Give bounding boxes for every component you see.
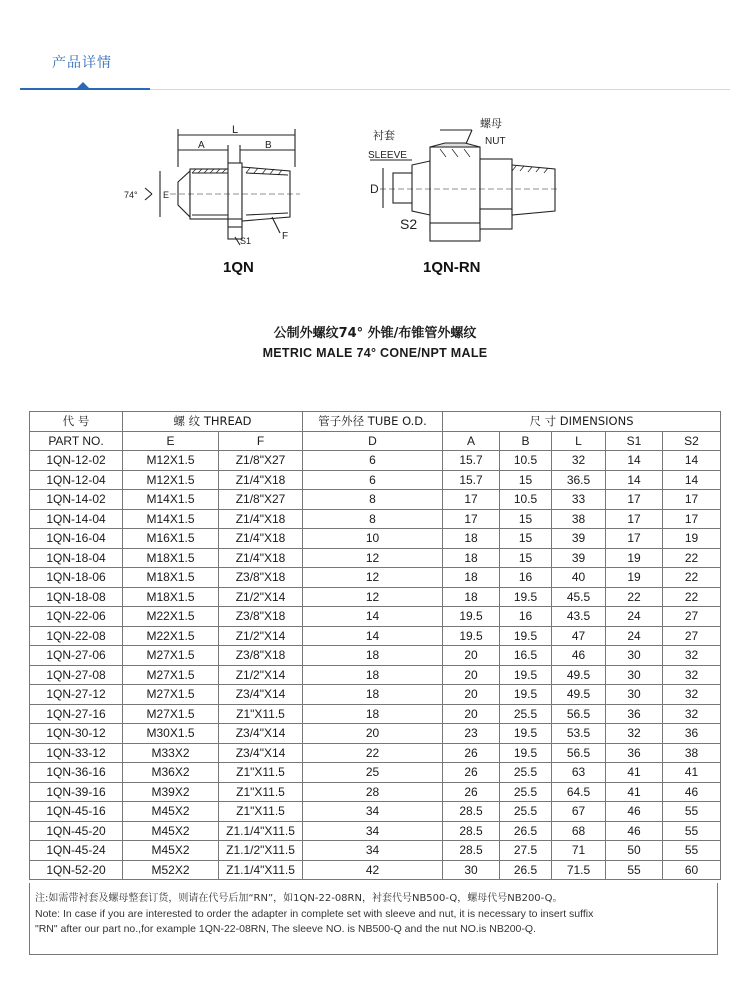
cell-part-no: 1QN-36-16 [30,763,123,783]
table-row [30,451,721,471]
cell-dim-s2: 14 [663,451,721,471]
label-S2: S2 [400,216,418,232]
cell-tube-od: 25 [303,763,443,783]
cell-dim-s2: 38 [663,743,721,763]
cell-thread-e: M27X1.5 [123,646,219,666]
label-B: B [265,140,272,151]
cell-thread-e: M16X1.5 [123,529,219,549]
cell-tube-od: 18 [303,665,443,685]
cell-tube-od: 12 [303,587,443,607]
cell-thread-f: Z1"X11.5 [219,782,303,802]
header-s2: S2 [663,431,721,451]
cell-dim-s2: 32 [663,704,721,724]
header-tube: 管子外径 TUBE O.D. [303,412,443,432]
cell-dim-l: 40 [552,568,606,588]
cell-dim-s1: 17 [606,490,663,510]
table-row [30,763,721,783]
cell-tube-od: 6 [303,470,443,490]
cell-tube-od: 14 [303,626,443,646]
label-sleeve-en: SLEEVE [368,150,407,161]
table-row [30,724,721,744]
cell-dim-b: 25.5 [500,802,552,822]
cell-tube-od: 18 [303,685,443,705]
cell-part-no: 1QN-27-16 [30,704,123,724]
cell-dim-b: 16 [500,568,552,588]
spec-table [29,411,721,880]
cell-dim-s1: 32 [606,724,663,744]
cell-dim-b: 27.5 [500,841,552,861]
note-chinese: 注:如需带衬套及螺母整套订货，则请在代号后加“RN”，如1QN-22-08RN，衬套代号NB500-Q，螺母代号NB200-Q。 [35,893,563,904]
cell-thread-e: M45X2 [123,802,219,822]
table-row [30,490,721,510]
cell-dim-a: 19.5 [443,626,500,646]
cell-part-no: 1QN-18-08 [30,587,123,607]
cell-tube-od: 14 [303,607,443,627]
note-english-line-1: Note: In case if you are interested to order the adapter in complete set with sleeve and nut, it is necessary to insert suffix [35,907,594,920]
cell-dim-l: 36.5 [552,470,606,490]
cell-dim-l: 67 [552,802,606,822]
cell-dim-b: 19.5 [500,626,552,646]
cell-thread-e: M45X2 [123,821,219,841]
subtitle-english: METRIC MALE 74° CONE/NPT MALE [262,346,488,360]
cell-dim-l: 32 [552,451,606,471]
cell-thread-e: M52X2 [123,860,219,880]
cell-thread-e: M12X1.5 [123,451,219,471]
cell-dim-l: 43.5 [552,607,606,627]
cell-dim-s2: 22 [663,587,721,607]
cell-dim-a: 26 [443,782,500,802]
cell-dim-l: 39 [552,529,606,549]
table-row [30,782,721,802]
cell-dim-a: 20 [443,646,500,666]
table-row [30,743,721,763]
cell-dim-s2: 36 [663,724,721,744]
cell-thread-e: M33X2 [123,743,219,763]
table-row [30,802,721,822]
cell-part-no: 1QN-45-16 [30,802,123,822]
cell-dim-s2: 32 [663,646,721,666]
cell-dim-a: 28.5 [443,841,500,861]
cell-dim-s2: 32 [663,685,721,705]
cell-dim-b: 15 [500,470,552,490]
cell-thread-f: Z1/4"X18 [219,470,303,490]
section-title: 产品详情 [52,55,112,71]
cell-part-no: 1QN-14-04 [30,509,123,529]
cell-thread-f: Z1/8"X27 [219,451,303,471]
header-dimensions: 尺 寸 DIMENSIONS [443,412,721,432]
cell-dim-b: 19.5 [500,743,552,763]
cell-dim-b: 25.5 [500,763,552,783]
order-note [29,883,718,955]
cell-thread-f: Z1/2"X14 [219,626,303,646]
note-english-line-2: "RN" after our part no.,for example 1QN-22-08RN, The sleeve NO. is NB500-Q and the nut NO.is NB200-Q. [35,923,536,935]
diagram-1qn [145,129,300,245]
cell-dim-s2: 55 [663,802,721,822]
cell-thread-f: Z3/8"X18 [219,607,303,627]
cell-dim-l: 63 [552,763,606,783]
cell-dim-l: 39 [552,548,606,568]
table-row [30,607,721,627]
table-header-row-sub [30,431,721,451]
cell-thread-e: M39X2 [123,782,219,802]
cell-tube-od: 18 [303,646,443,666]
cell-dim-s2: 17 [663,490,721,510]
cell-dim-b: 19.5 [500,587,552,607]
cell-dim-l: 49.5 [552,665,606,685]
cell-part-no: 1QN-30-12 [30,724,123,744]
cell-dim-s1: 46 [606,802,663,822]
cell-tube-od: 20 [303,724,443,744]
cell-dim-s2: 46 [663,782,721,802]
table-row [30,529,721,549]
cell-tube-od: 18 [303,704,443,724]
cell-thread-f: Z1.1/2"X11.5 [219,841,303,861]
cell-thread-e: M14X1.5 [123,490,219,510]
cell-part-no: 1QN-27-12 [30,685,123,705]
cell-dim-l: 53.5 [552,724,606,744]
cell-dim-s1: 30 [606,646,663,666]
cell-dim-s1: 24 [606,626,663,646]
cell-dim-s2: 22 [663,568,721,588]
cell-dim-a: 15.7 [443,470,500,490]
cell-dim-a: 17 [443,490,500,510]
cell-dim-s1: 41 [606,763,663,783]
cell-dim-a: 18 [443,529,500,549]
label-sleeve-cn: 衬套 [373,129,395,142]
header-s1: S1 [606,431,663,451]
cell-dim-b: 26.5 [500,860,552,880]
cell-thread-f: Z1/2"X14 [219,665,303,685]
cell-dim-b: 16 [500,607,552,627]
cell-thread-e: M14X1.5 [123,509,219,529]
table-row [30,568,721,588]
cell-dim-s2: 19 [663,529,721,549]
cell-dim-l: 38 [552,509,606,529]
label-S1: S1 [240,236,252,246]
cell-dim-s2: 27 [663,626,721,646]
cell-dim-l: 46 [552,646,606,666]
cell-dim-s1: 36 [606,743,663,763]
cell-thread-f: Z3/4"X14 [219,685,303,705]
cell-dim-a: 20 [443,685,500,705]
cell-tube-od: 28 [303,782,443,802]
cell-thread-f: Z1.1/4"X11.5 [219,821,303,841]
cell-dim-b: 19.5 [500,685,552,705]
cell-dim-b: 10.5 [500,490,552,510]
cell-thread-e: M12X1.5 [123,470,219,490]
cell-dim-s1: 46 [606,821,663,841]
cell-dim-s2: 60 [663,860,721,880]
diagram-1qn-rn [370,130,560,241]
cell-thread-f: Z1.1/4"X11.5 [219,860,303,880]
cell-part-no: 1QN-52-20 [30,860,123,880]
header-b: B [500,431,552,451]
table-row [30,704,721,724]
label-E: E [163,190,170,200]
cell-dim-a: 18 [443,587,500,607]
table-header-row-top [30,412,721,432]
fitting-diagram [100,105,650,285]
header-f: F [219,431,303,451]
cell-thread-f: Z1"X11.5 [219,802,303,822]
cell-tube-od: 10 [303,529,443,549]
cell-dim-b: 26.5 [500,821,552,841]
cell-tube-od: 12 [303,548,443,568]
cell-tube-od: 22 [303,743,443,763]
header-divider [150,89,730,90]
cell-dim-s1: 19 [606,548,663,568]
cell-dim-b: 19.5 [500,724,552,744]
cell-dim-s1: 24 [606,607,663,627]
cell-thread-e: M18X1.5 [123,587,219,607]
cell-dim-b: 25.5 [500,782,552,802]
table-row [30,685,721,705]
cell-dim-s2: 22 [663,548,721,568]
cell-dim-a: 26 [443,743,500,763]
label-F: F [282,231,289,242]
cell-dim-l: 33 [552,490,606,510]
header-a: A [443,431,500,451]
cell-thread-e: M18X1.5 [123,568,219,588]
table-row [30,587,721,607]
cell-thread-e: M27X1.5 [123,665,219,685]
cell-dim-s1: 36 [606,704,663,724]
table-row [30,841,721,861]
cell-dim-l: 71 [552,841,606,861]
cell-dim-a: 28.5 [443,821,500,841]
header-d: D [303,431,443,451]
header-part-en: PART NO. [30,431,123,451]
cell-tube-od: 34 [303,821,443,841]
cell-dim-s1: 30 [606,685,663,705]
cell-dim-s1: 55 [606,860,663,880]
table-row [30,646,721,666]
cell-dim-l: 64.5 [552,782,606,802]
cell-part-no: 1QN-22-08 [30,626,123,646]
cell-thread-f: Z1/4"X18 [219,509,303,529]
cell-part-no: 1QN-27-06 [30,646,123,666]
cell-dim-s1: 19 [606,568,663,588]
cell-dim-s1: 41 [606,782,663,802]
table-row [30,860,721,880]
cell-thread-f: Z1/2"X14 [219,587,303,607]
cell-part-no: 1QN-33-12 [30,743,123,763]
cell-thread-e: M27X1.5 [123,704,219,724]
header-l: L [552,431,606,451]
cell-dim-s2: 41 [663,763,721,783]
cell-dim-s1: 22 [606,587,663,607]
page-header [0,0,750,92]
cell-dim-a: 23 [443,724,500,744]
cell-thread-e: M18X1.5 [123,548,219,568]
header-thread: 螺 纹 THREAD [123,412,303,432]
table-body [30,451,721,880]
cell-part-no: 1QN-12-04 [30,470,123,490]
cell-dim-a: 19.5 [443,607,500,627]
cell-part-no: 1QN-45-24 [30,841,123,861]
cell-dim-s2: 55 [663,841,721,861]
cell-part-no: 1QN-12-02 [30,451,123,471]
cell-dim-a: 30 [443,860,500,880]
model-label-1qn-rn: 1QN-RN [423,259,481,276]
cell-dim-s2: 55 [663,821,721,841]
table-row [30,665,721,685]
cell-tube-od: 12 [303,568,443,588]
cell-part-no: 1QN-16-04 [30,529,123,549]
cell-dim-a: 26 [443,763,500,783]
cell-thread-f: Z1"X11.5 [219,704,303,724]
cell-dim-s1: 30 [606,665,663,685]
table-row [30,548,721,568]
cell-dim-a: 18 [443,548,500,568]
cell-dim-l: 45.5 [552,587,606,607]
cell-dim-l: 71.5 [552,860,606,880]
cell-tube-od: 42 [303,860,443,880]
cell-dim-a: 20 [443,704,500,724]
cell-dim-s1: 14 [606,451,663,471]
cell-dim-l: 49.5 [552,685,606,705]
cell-dim-a: 15.7 [443,451,500,471]
table-row [30,509,721,529]
table-row [30,470,721,490]
cell-dim-b: 15 [500,529,552,549]
cell-dim-b: 15 [500,509,552,529]
cell-dim-s2: 27 [663,607,721,627]
cell-thread-f: Z1/8"X27 [219,490,303,510]
cell-dim-l: 56.5 [552,743,606,763]
cell-dim-l: 47 [552,626,606,646]
table-row [30,626,721,646]
cell-tube-od: 8 [303,509,443,529]
cell-dim-s1: 50 [606,841,663,861]
cell-tube-od: 8 [303,490,443,510]
cell-thread-f: Z1"X11.5 [219,763,303,783]
cell-thread-f: Z1/4"X18 [219,529,303,549]
cell-dim-b: 16.5 [500,646,552,666]
cell-part-no: 1QN-22-06 [30,607,123,627]
cell-tube-od: 34 [303,841,443,861]
cell-dim-l: 68 [552,821,606,841]
cell-dim-s2: 17 [663,509,721,529]
cell-dim-b: 19.5 [500,665,552,685]
subtitle-chinese: 公制外螺纹74° 外锥/布锥管外螺纹 [273,326,477,341]
cell-dim-s1: 17 [606,529,663,549]
title-underline [20,88,150,90]
cell-thread-e: M27X1.5 [123,685,219,705]
cell-dim-b: 15 [500,548,552,568]
cell-part-no: 1QN-18-04 [30,548,123,568]
cell-thread-f: Z1/4"X18 [219,548,303,568]
cell-dim-a: 17 [443,509,500,529]
cell-thread-f: Z3/8"X18 [219,646,303,666]
cell-dim-s2: 32 [663,665,721,685]
cell-part-no: 1QN-27-08 [30,665,123,685]
header-e: E [123,431,219,451]
cell-part-no: 1QN-14-02 [30,490,123,510]
cell-dim-s2: 14 [663,470,721,490]
header-part-cn: 代 号 [30,412,123,432]
cell-part-no: 1QN-39-16 [30,782,123,802]
cell-dim-s1: 14 [606,470,663,490]
label-A: A [198,140,205,151]
table-row [30,821,721,841]
cell-thread-e: M36X2 [123,763,219,783]
label-L: L [232,124,239,136]
label-nut-cn: 螺母 [480,117,502,130]
cell-tube-od: 34 [303,802,443,822]
cell-thread-f: Z3/4"X14 [219,724,303,744]
title-underline-notch [77,82,89,88]
cell-dim-l: 56.5 [552,704,606,724]
cell-thread-f: Z3/8"X18 [219,568,303,588]
cell-thread-e: M22X1.5 [123,607,219,627]
label-angle: 74° [124,190,138,200]
cell-dim-a: 18 [443,568,500,588]
label-nut-en: NUT [485,136,506,147]
cell-thread-e: M45X2 [123,841,219,861]
cell-tube-od: 6 [303,451,443,471]
cell-dim-a: 28.5 [443,802,500,822]
cell-thread-f: Z3/4"X14 [219,743,303,763]
cell-dim-b: 25.5 [500,704,552,724]
cell-part-no: 1QN-18-06 [30,568,123,588]
cell-dim-a: 20 [443,665,500,685]
label-D: D [370,182,379,196]
cell-part-no: 1QN-45-20 [30,821,123,841]
cell-dim-s1: 17 [606,509,663,529]
cell-thread-e: M22X1.5 [123,626,219,646]
cell-dim-b: 10.5 [500,451,552,471]
model-label-1qn: 1QN [223,259,254,276]
cell-thread-e: M30X1.5 [123,724,219,744]
